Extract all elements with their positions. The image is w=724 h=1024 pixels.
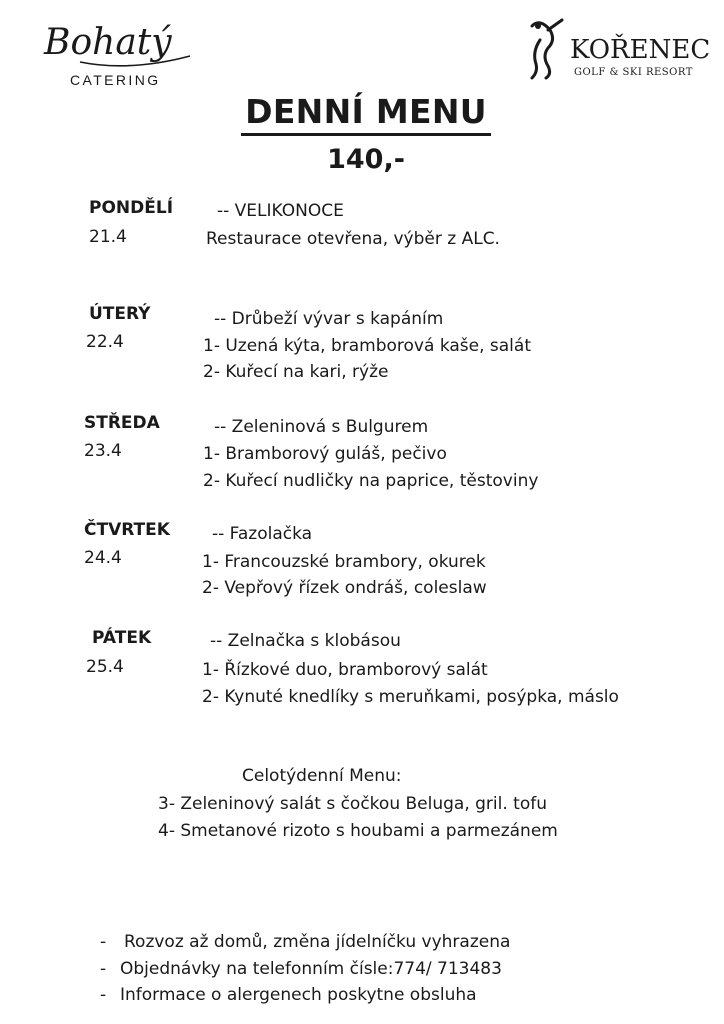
weekly-menu-item-3: 3- Zeleninový salát s čočkou Beluga, gril. tofu (158, 794, 547, 814)
note-delivery: Rozvoz až domů, změna jídelníčku vyhrazena (124, 932, 511, 952)
day-label-friday: PÁTEK (92, 628, 152, 648)
date-friday: 25.4 (86, 657, 124, 677)
day-label-tuesday: ÚTERÝ (89, 304, 151, 324)
logo-resort-text: GOLF & SKI RESORT (574, 67, 693, 78)
dish-friday-2: 2- Kynuté knedlíky s meruňkami, posýpka, máslo (202, 687, 619, 707)
soup-wednesday: -- Zeleninová s Bulgurem (214, 417, 429, 437)
menu-price: 140,- (327, 144, 405, 175)
logo-korenec-text: KOŘENEC (570, 35, 711, 65)
note-bullet-2: - (100, 959, 107, 979)
golfer-icon (532, 20, 562, 78)
note-orders-phone: Objednávky na telefonním čísle:774/ 713483 (120, 959, 502, 979)
dish-wednesday-1: 1- Bramborový guláš, pečivo (203, 444, 447, 464)
date-wednesday: 23.4 (84, 441, 122, 461)
soup-thursday: -- Fazolačka (212, 524, 313, 544)
page-title (0, 92, 724, 136)
page-title-text: DENNÍ MENU (241, 92, 491, 136)
dish-wednesday-2: 2- Kuřecí nudličky na paprice, těstoviny (203, 471, 539, 491)
date-monday: 21.4 (89, 227, 127, 247)
note-bullet-3: - (100, 985, 107, 1005)
logo-script-text: Bohatý (44, 22, 172, 63)
korenec-resort-logo (518, 16, 718, 82)
dish-thursday-1: 1- Francouzské brambory, okurek (202, 552, 486, 572)
dish-thursday-2: 2- Vepřový řízek ondráš, coleslaw (202, 578, 487, 598)
weekly-menu-heading: Celotýdenní Menu: (242, 766, 402, 786)
date-thursday: 24.4 (84, 548, 122, 568)
day-label-monday: PONDĚLÍ (89, 198, 174, 218)
dish-monday-1: Restaurace otevřena, výběr z ALC. (206, 229, 500, 249)
dish-friday-1: 1- Řízkové duo, bramborový salát (202, 660, 488, 680)
date-tuesday: 22.4 (86, 332, 124, 352)
dish-tuesday-2: 2- Kuřecí na kari, rýže (203, 362, 389, 382)
soup-tuesday: -- Drůbeží vývar s kapáním (214, 309, 444, 329)
soup-friday: -- Zelnačka s klobásou (210, 631, 401, 651)
bohaty-catering-logo (40, 12, 210, 92)
soup-monday: -- VELIKONOCE (217, 201, 344, 221)
day-label-wednesday: STŘEDA (84, 413, 160, 433)
dish-tuesday-1: 1- Uzená kýta, bramborová kaše, salát (203, 336, 531, 356)
day-label-thursday: ČTVRTEK (84, 520, 170, 540)
weekly-menu-item-4: 4- Smetanové rizoto s houbami a parmezánem (158, 821, 558, 841)
note-allergens: Informace o alergenech poskytne obsluha (120, 985, 477, 1005)
note-bullet-1: - (100, 932, 107, 952)
logo-catering-text: CATERING (70, 72, 161, 88)
